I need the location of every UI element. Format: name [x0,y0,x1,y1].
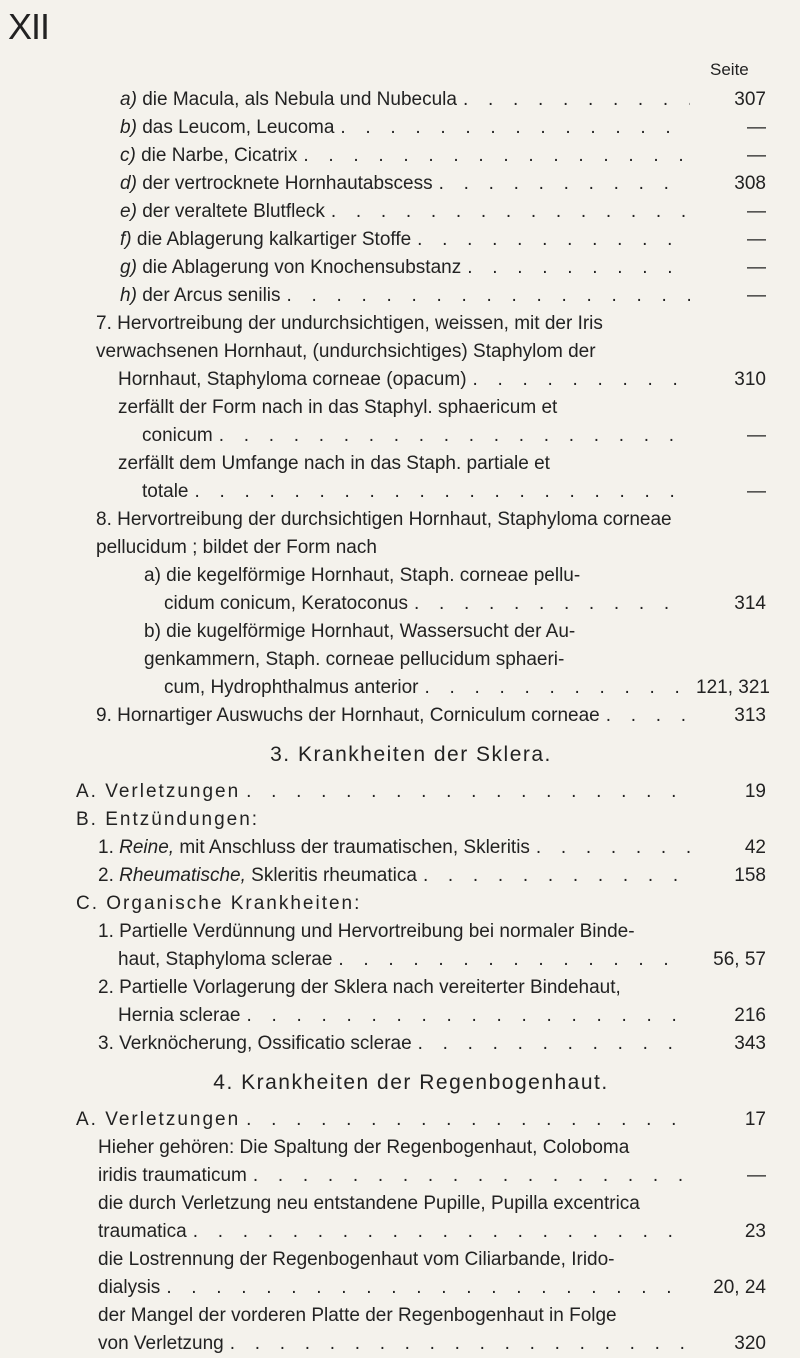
page-ref: 158 [734,865,766,886]
toc-entry: h) der Arcus senilis . . . — [96,282,766,310]
page-ref: 23 [744,1221,766,1242]
page-number: XII [8,6,50,47]
toc-entry: cum, Hydrophthalmus anterior . . . 121, 321 [96,674,766,702]
toc-entry: g) die Ablagerung von Knochensubstanz . . . — [96,254,766,282]
page-ref: 56, 57 [713,949,766,970]
toc-entry-text: der Mangel der vorderen Platte der Regenbogenhaut in Folge [98,1305,617,1326]
page-ref: 314 [734,593,766,614]
section-heading: 4. Krankheiten der Regenbogenhaut. [213,1071,609,1094]
toc-entry: cidum conicum, Keratoconus . . . 314 [96,590,766,618]
page-ref: — [747,117,766,138]
page-ref: 42 [744,837,766,858]
toc-entry: conicum . . . — [96,422,766,450]
toc-entry-text: 8. Hervortreibung der durchsichtigen Hornhaut, Staphyloma corneae pellucidum ; bildet der Form nach [96,509,672,558]
toc-entry-text: 2. Partielle Vorlagerung der Sklera nach vereiterter Bindehaut, [98,977,621,998]
page-ref: 343 [734,1033,766,1054]
page-ref: — [747,201,766,222]
page-ref: — [747,145,766,166]
page-ref: 121, 321 [696,677,770,698]
toc-entry-text: b) die kugelförmige Hornhaut, Wassersucht der Au- genkammern, Staph. corneae pellucidum sphaeri- [144,621,576,670]
toc-entry: A. Verletzungen . . . 17 [76,1106,766,1134]
page-ref: — [747,1165,766,1186]
page-ref: 20, 24 [713,1277,766,1298]
toc-entry: b) das Leucom, Leucoma . . . — [96,114,766,142]
section-heading: 3. Krankheiten der Sklera. [270,743,552,766]
toc-entry: haut, Staphyloma sclerae . . . 56, 57 [96,946,766,974]
page-ref: 17 [744,1109,766,1130]
toc-entry: totale . . . — [96,478,766,506]
toc-entry: 9. Hornartiger Auswuchs der Hornhaut, Corniculum corneae . . . 313 [96,702,766,730]
toc-entry: d) der vertrocknete Hornhautabscess . . . 308 [96,170,766,198]
page-ref: — [747,229,766,250]
toc-entry-text: die Lostrennung der Regenbogenhaut vom Ciliarbande, Irido- [98,1249,615,1270]
toc-subheading: C. Organische Krankheiten: [76,893,362,914]
toc-subheading: B. Entzündungen: [76,809,260,830]
toc-entry: e) der veraltete Blutfleck . . . — [96,198,766,226]
toc-entry: a) die Macula, als Nebula und Nubecula . . . 307 [96,86,766,114]
toc-entry-text: die durch Verletzung neu entstandene Pupille, Pupilla excentrica [98,1193,640,1214]
page-ref: 313 [734,705,766,726]
toc-entry-text: a) die kegelförmige Hornhaut, Staph. corneae pellu- [144,565,581,586]
toc-entry-text: Hieher gehören: Die Spaltung der Regenbogenhaut, Coloboma [98,1137,630,1158]
page-ref: 320 [734,1333,766,1354]
page-ref: 216 [734,1005,766,1026]
toc-entry: iridis traumaticum . . . — [96,1162,766,1190]
toc-entry: A. Verletzungen . . . 19 [76,778,766,806]
page-ref: 308 [734,173,766,194]
page-column-label: Seite [710,60,749,79]
page-ref: 19 [744,781,766,802]
toc-entry-text: zerfällt der Form nach in das Staphyl. sphaericum et [118,397,558,418]
table-of-contents [76,86,770,1358]
page-ref: 310 [734,369,766,390]
toc-entry: c) die Narbe, Cicatrix . . . — [96,142,766,170]
page-ref: — [747,257,766,278]
toc-entry-text: 7. Hervortreibung der undurchsichtigen, weissen, mit der Iris verwachsenen Hornhaut, (undurchsichtiges) Staphylom der [96,313,603,362]
page-ref: — [747,481,766,502]
toc-entry-text: zerfällt dem Umfange nach in das Staph. partiale et [118,453,550,474]
toc-entry: dialysis . . . 20, 24 [96,1274,766,1302]
toc-entry-text: 1. Partielle Verdünnung und Hervortreibung bei normaler Binde- [98,921,635,942]
toc-entry: Hernia sclerae . . . 216 [96,1002,766,1030]
page-ref: — [747,425,766,446]
page-ref: — [747,285,766,306]
toc-entry: Hornhaut, Staphyloma corneae (opacum) . . . 310 [96,366,766,394]
toc-entry: f) die Ablagerung kalkartiger Stoffe . . . — [96,226,766,254]
toc-entry: traumatica . . . 23 [96,1218,766,1246]
toc-entry: 3. Verknöcherung, Ossificatio sclerae . . . 343 [96,1030,766,1058]
toc-entry: 2. Rheumatische, Skleritis rheumatica . . . 158 [96,862,766,890]
page-ref: 307 [734,89,766,110]
toc-entry: von Verletzung . . . 320 [96,1330,766,1358]
toc-entry: 1. Reine, mit Anschluss der traumatischen, Skleritis . . . 42 [96,834,766,862]
